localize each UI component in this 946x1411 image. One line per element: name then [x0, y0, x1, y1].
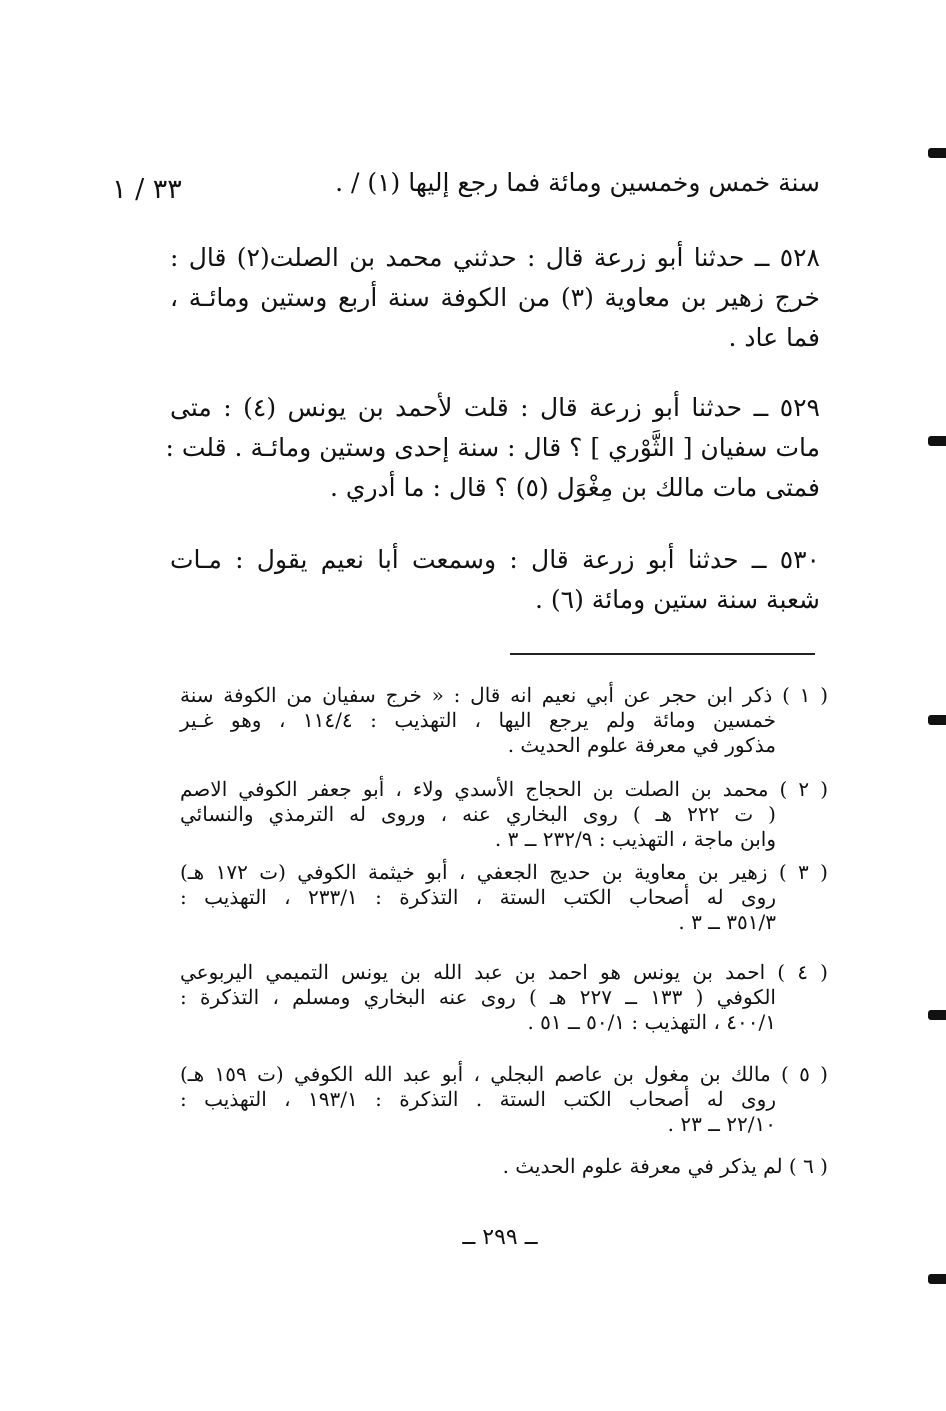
- footnote-1: [180, 683, 828, 758]
- footnote-line: ( ٣ ) زهير بن معاوية بن حديج الجعفي ، أبو خيثمة الكوفي (ت ١٧٢ هـ): [180, 860, 828, 884]
- scan-edge-mark: [928, 1010, 946, 1020]
- scan-edge-mark: [928, 436, 946, 446]
- footnote-line: ( ٦ ) لم يذكر في معرفة علوم الحديث .: [502, 1154, 828, 1178]
- footnote-line: ( ت ٢٢٢ هـ ) روى البخاري عنه ، وروى له الترمذي والنسائي: [180, 802, 776, 826]
- footnote-5: [180, 1062, 828, 1137]
- scan-edge-mark: [928, 715, 946, 725]
- narration-530: [170, 540, 820, 620]
- scan-edge-mark: [928, 148, 946, 158]
- footnote-line: ( ١ ) ذكر ابن حجر عن أبي نعيم انه قال : « خرج سفيان من الكوفة سنة: [180, 683, 829, 707]
- footnote-line: روى له أصحاب الكتب الستة ، التذكرة : ٢٣٣/١ ، التهذيب :: [180, 885, 776, 909]
- footnote-separator: [510, 653, 815, 655]
- footnote-line: وابن ماجة ، التهذيب : ٢٣٢/٩ ــ ٣ .: [494, 827, 776, 851]
- narration-528: [170, 238, 820, 358]
- footnote-line: خمسين ومائة ولم يرجع اليها ، التهذيب : ١١٤/٤ ، وهو غـير: [180, 708, 776, 732]
- text-line: مات سفيان [ الثَّوْري ] ؟ قال : سنة إحدى وستين ومائـة . قلت :: [165, 433, 820, 462]
- text-line: ٥٢٩ ــ حدثنا أبو زرعة قال : قلت لأحمد بن يونس (٤) : متى: [170, 393, 820, 422]
- footnote-3: [180, 860, 828, 935]
- text-line: ٥٣٠ ــ حدثنا أبو زرعة قال : وسمعت أبا نعيم يقول : مـات: [170, 545, 820, 574]
- footnote-line: مذكور في معرفة علوم الحديث .: [507, 733, 776, 757]
- text-line: فمتى مات مالك بن مِغْوَل (٥) ؟ قال : ما أدري .: [329, 473, 820, 502]
- footnote-line: ( ٥ ) مالك بن مغول بن عاصم البجلي ، أبو عبد الله الكوفي (ت ١٥٩ هـ): [180, 1062, 828, 1086]
- footnote-line: ٢٢/١٠ ــ ٢٣ .: [667, 1112, 776, 1136]
- running-header: سنة خمس وخمسين ومائة فما رجع إليها (١) / .: [335, 168, 820, 197]
- text-line: شعبة سنة ستين ومائة (٦) .: [535, 585, 820, 614]
- footnote-line: ٤٠٠/١ ، التهذيب : ٥٠/١ ــ ٥١ .: [527, 1010, 776, 1034]
- text-line: فما عاد .: [728, 323, 820, 352]
- narration-529: [165, 388, 820, 508]
- footnote-line: الكوفي ( ١٣٣ ــ ٢٢٧ هـ ) روى عنه البخاري ومسلم ، التذكرة :: [180, 985, 776, 1009]
- scan-edge-mark: [928, 1274, 946, 1284]
- text-line: خرج زهير بن معاوية (٣) من الكوفة سنة أربع وستين ومائـة ،: [170, 283, 820, 312]
- page-number: ــ ٢٩٩ ــ: [462, 1225, 538, 1250]
- footnote-line: روى له أصحاب الكتب الستة . التذكرة : ١٩٣/١ ، التهذيب :: [180, 1087, 776, 1111]
- footnote-line: ( ٢ ) محمد بن الصلت بن الحجاج الأسدي ولاء ، أبو جعفر الكوفي الاصم: [180, 777, 828, 801]
- footnote-4: [180, 960, 828, 1035]
- footnote-line: ( ٤ ) احمد بن يونس هو احمد بن عبد الله بن يونس التميمي اليربوعي: [180, 960, 828, 984]
- footnote-6: [180, 1154, 828, 1179]
- footnote-2: [180, 777, 828, 852]
- volume-page-ref: ٣٣ / ١: [112, 174, 182, 205]
- text-line: ٥٢٨ ــ حدثنا أبو زرعة قال : حدثني محمد بن الصلت(٢) قال :: [170, 243, 820, 272]
- footnote-line: ٣٥١/٣ ــ ٣ .: [678, 910, 776, 934]
